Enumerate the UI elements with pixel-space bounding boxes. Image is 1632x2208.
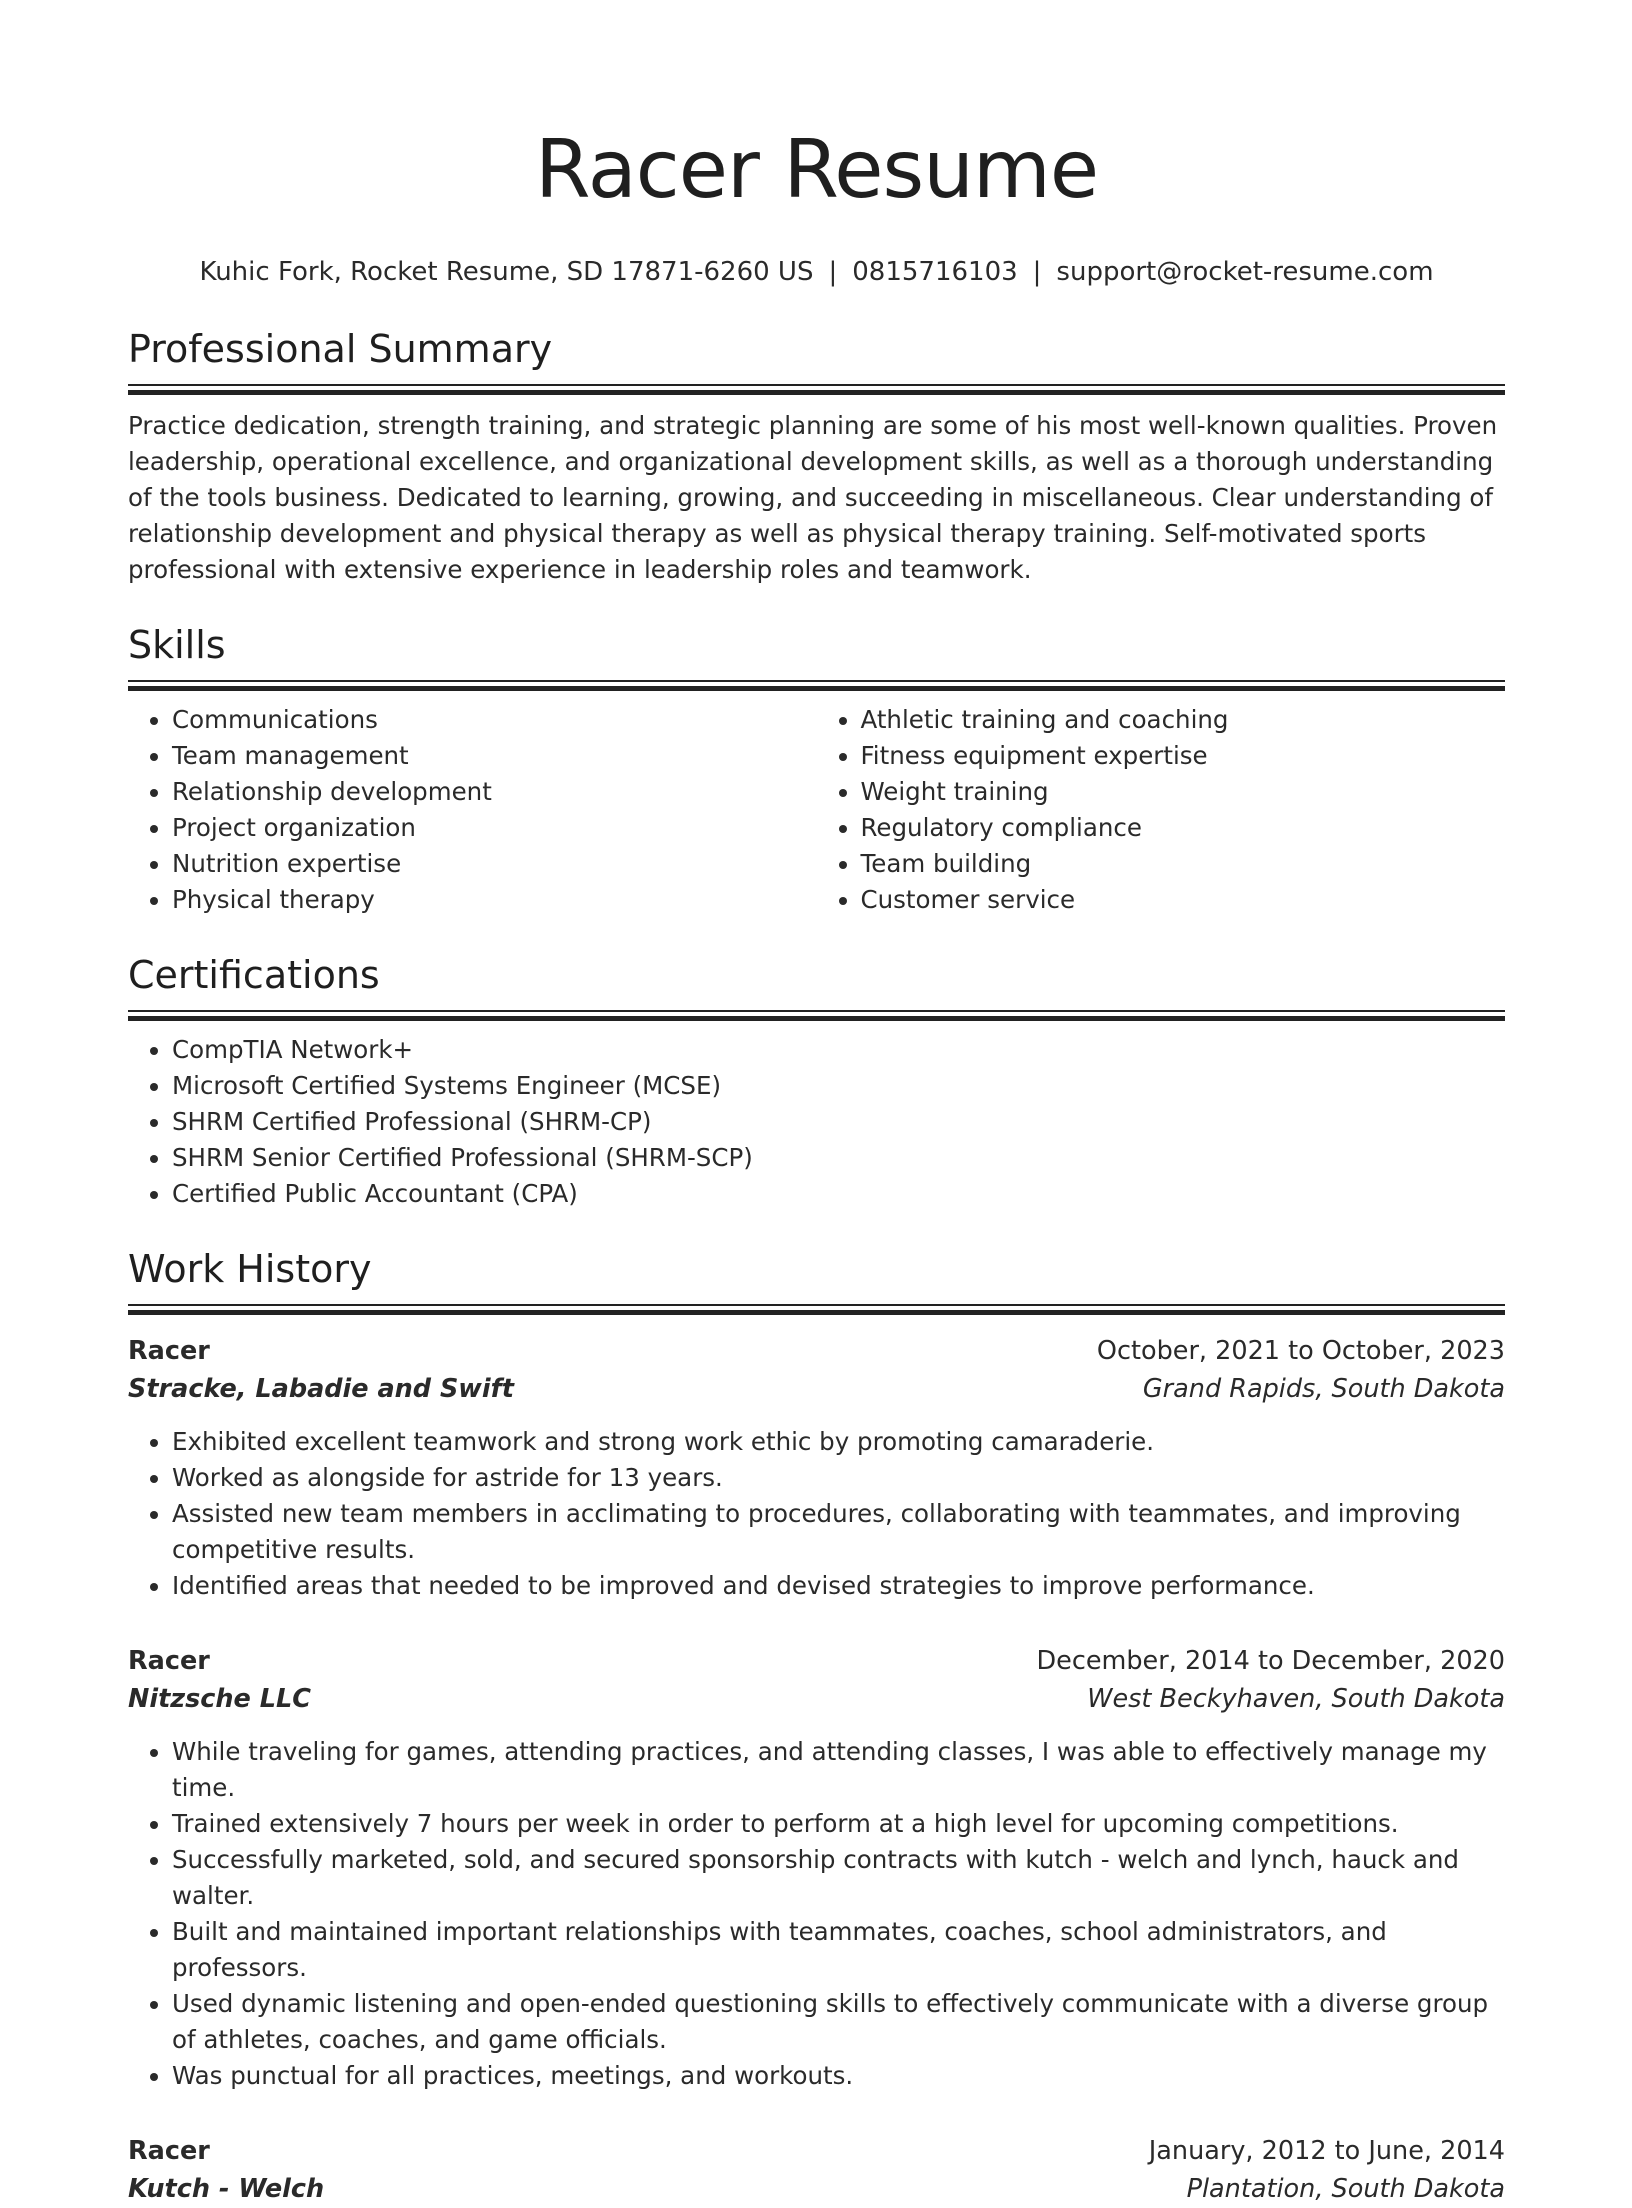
certifications-list [128,1032,1505,1212]
contact-separator: | [828,257,838,287]
contact-address: Kuhic Fork, Rocket Resume, SD 17871-6260 US [199,257,814,287]
job-entry [128,2132,1505,2208]
job-dates: January, 2012 to June, 2014 [1148,2136,1505,2166]
skill-item: • Customer service [861,882,1506,918]
section-title: Professional Summary [128,327,553,371]
job-bullet: • Assisted new team members in acclimating to procedures, collaborating with teammates, and improving competitive results. [172,1496,1505,1568]
job-title: Racer [128,1336,210,1366]
job-location: Grand Rapids, South Dakota [1142,1374,1505,1404]
certification-item: • CompTIA Network+ [172,1032,1505,1068]
certification-item: • SHRM Certified Professional (SHRM-CP) [172,1104,1505,1140]
contact-email: support@rocket-resume.com [1056,257,1434,287]
certification-item: • SHRM Senior Certified Professional (SHRM-SCP) [172,1140,1505,1176]
summary-section [128,324,1505,588]
section-divider [128,384,1505,394]
contact-separator: | [1032,257,1042,287]
job-title: Racer [128,2136,210,2166]
section-title: Work History [128,1247,372,1291]
job-dates: October, 2021 to October, 2023 [1096,1336,1505,1366]
job-bullets [128,1424,1505,1604]
job-bullet: • Was punctual for all practices, meetings, and workouts. [172,2058,1505,2094]
skill-item: • Project organization [172,810,817,846]
job-dates: December, 2014 to December, 2020 [1036,1646,1505,1676]
job-company: Nitzsche LLC [128,1684,311,1714]
skill-item: • Team building [861,846,1506,882]
skill-item: • Regulatory compliance [861,810,1506,846]
skill-item: • Relationship development [172,774,817,810]
job-bullet: • Exhibited excellent teamwork and strong work ethic by promoting camaraderie. [172,1424,1505,1460]
work-history-section [128,1244,1505,2208]
summary-text: Practice dedication, strength training, and strategic planning are some of his most well-known qualities. Proven leadership, operational excellence, and organizational development skills, as well as a thorough understanding of the tools business. Dedicated to learning, growing, and succeeding in miscellaneous. Clear understanding of relationship development and physical therapy as well as physical therapy training. Self-motivated sports professional with extensive experience in leadership roles and teamwork. [128,411,1498,584]
job-bullet: • Trained extensively 7 hours per week in order to perform at a high level for upcoming competitions. [172,1806,1505,1842]
certification-item: • Microsoft Certified Systems Engineer (MCSE) [172,1068,1505,1104]
job-location: Plantation, South Dakota [1186,2174,1505,2204]
job-bullet: • Successfully marketed, sold, and secured sponsorship contracts with kutch - welch and lynch, hauck and walter. [172,1842,1505,1914]
contact-line [128,252,1505,292]
certifications-section [128,950,1505,1212]
job-entry [128,1642,1505,2094]
job-entry [128,1332,1505,1604]
section-divider [128,1304,1505,1314]
skills-section [128,620,1505,918]
job-bullet: • Worked as alongside for astride for 13 years. [172,1460,1505,1496]
skill-item: • Physical therapy [172,882,817,918]
job-bullet: • Used dynamic listening and open-ended questioning skills to effectively communicate with a diverse group of athletes, coaches, and game officials. [172,1986,1505,2058]
job-bullets [128,1734,1505,2094]
contact-phone: 0815716103 [852,257,1018,287]
job-bullet: • While traveling for games, attending practices, and attending classes, I was able to effectively manage my time. [172,1734,1505,1806]
skills-list-right [817,702,1506,918]
job-location: West Beckyhaven, South Dakota [1087,1684,1505,1714]
skills-columns [128,702,1505,918]
skill-item: • Nutrition expertise [172,846,817,882]
resume-name: Racer Resume [534,123,1099,216]
section-divider [128,680,1505,690]
skills-list-left [128,702,817,918]
skill-item: • Team management [172,738,817,774]
section-title: Skills [128,623,226,667]
job-company: Stracke, Labadie and Swift [128,1374,514,1404]
skill-item: • Fitness equipment expertise [861,738,1506,774]
resume-page [128,0,1505,2208]
job-bullet: • Built and maintained important relationships with teammates, coaches, school administrators, and professors. [172,1914,1505,1986]
job-company: Kutch - Welch [128,2174,325,2204]
section-divider [128,1010,1505,1020]
section-title: Certifications [128,953,380,997]
skill-item: • Weight training [861,774,1506,810]
skill-item: • Athletic training and coaching [861,702,1506,738]
skill-item: • Communications [172,702,817,738]
certification-item: • Certified Public Accountant (CPA) [172,1176,1505,1212]
job-title: Racer [128,1646,210,1676]
job-bullet: • Identified areas that needed to be improved and devised strategies to improve performance. [172,1568,1505,1604]
